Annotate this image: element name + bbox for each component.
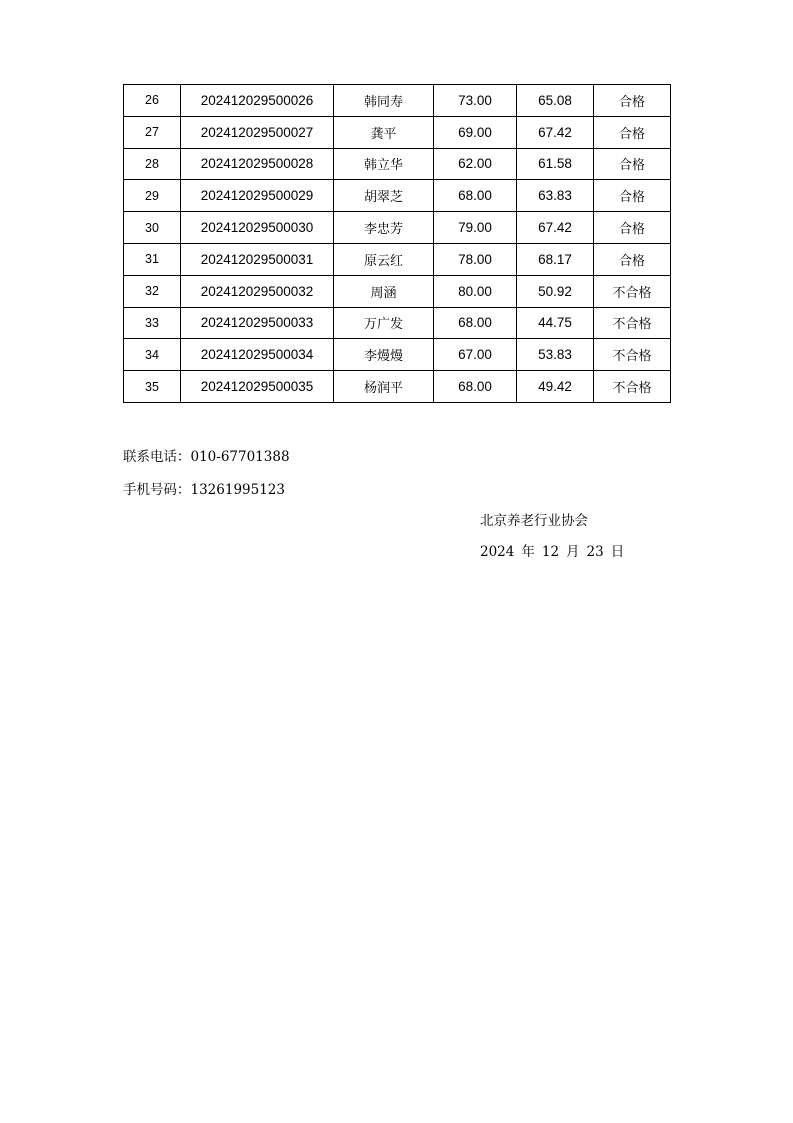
score-1-cell: 62.00	[434, 148, 517, 180]
date-year: 2024	[480, 544, 515, 560]
row-number-cell: 33	[124, 307, 181, 339]
candidate-id-cell: 202412029500035	[181, 371, 334, 403]
score-2-cell: 68.17	[517, 243, 594, 275]
issue-date	[480, 540, 631, 560]
candidate-id-cell: 202412029500027	[181, 116, 334, 148]
candidate-id-cell: 202412029500034	[181, 339, 334, 371]
contact-phone-line	[123, 445, 290, 465]
score-2-cell: 63.83	[517, 180, 594, 212]
candidate-id-cell: 202412029500033	[181, 307, 334, 339]
candidate-name-cell: 周涵	[334, 275, 434, 307]
contact-mobile-line	[123, 478, 285, 498]
date-year-unit: 年	[521, 544, 535, 560]
candidate-id-cell: 202412029500029	[181, 180, 334, 212]
row-number-cell: 26	[124, 85, 181, 117]
row-number-cell: 27	[124, 116, 181, 148]
score-2-cell: 67.42	[517, 116, 594, 148]
table-row	[124, 339, 671, 371]
table-row	[124, 85, 671, 117]
result-cell: 合格	[594, 212, 671, 244]
result-cell: 不合格	[594, 307, 671, 339]
candidate-name-cell: 胡翠芝	[334, 180, 434, 212]
candidate-name-cell: 韩立华	[334, 148, 434, 180]
result-cell: 不合格	[594, 275, 671, 307]
score-2-cell: 65.08	[517, 85, 594, 117]
row-number-cell: 29	[124, 180, 181, 212]
candidate-name-cell: 杨润平	[334, 371, 434, 403]
row-number-cell: 34	[124, 339, 181, 371]
row-number-cell: 28	[124, 148, 181, 180]
table-row	[124, 371, 671, 403]
organization-name: 北京养老行业协会	[480, 513, 588, 529]
table-row	[124, 307, 671, 339]
score-1-cell: 68.00	[434, 371, 517, 403]
score-2-cell: 61.58	[517, 148, 594, 180]
candidate-name-cell: 万广发	[334, 307, 434, 339]
results-table-body	[124, 85, 671, 403]
score-2-cell: 50.92	[517, 275, 594, 307]
row-number-cell: 32	[124, 275, 181, 307]
date-day: 23	[586, 544, 604, 560]
score-1-cell: 68.00	[434, 180, 517, 212]
candidate-name-cell: 韩同寿	[334, 85, 434, 117]
date-month: 12	[541, 544, 560, 560]
score-1-cell: 73.00	[434, 85, 517, 117]
score-1-cell: 68.00	[434, 307, 517, 339]
score-1-cell: 80.00	[434, 275, 517, 307]
result-cell: 合格	[594, 180, 671, 212]
candidate-id-cell: 202412029500032	[181, 275, 334, 307]
row-number-cell: 31	[124, 243, 181, 275]
score-1-cell: 79.00	[434, 212, 517, 244]
score-2-cell: 53.83	[517, 339, 594, 371]
result-cell: 合格	[594, 116, 671, 148]
result-cell: 合格	[594, 148, 671, 180]
score-2-cell: 44.75	[517, 307, 594, 339]
candidate-id-cell: 202412029500031	[181, 243, 334, 275]
table-row	[124, 180, 671, 212]
date-day-unit: 日	[610, 544, 625, 560]
table-row	[124, 275, 671, 307]
table-row	[124, 116, 671, 148]
table-row	[124, 243, 671, 275]
score-1-cell: 78.00	[434, 243, 517, 275]
mobile-label: 手机号码：	[123, 482, 191, 498]
phone-label: 联系电话：	[123, 449, 191, 465]
score-1-cell: 67.00	[434, 339, 517, 371]
candidate-name-cell: 李熳熳	[334, 339, 434, 371]
result-cell: 合格	[594, 243, 671, 275]
result-cell: 不合格	[594, 339, 671, 371]
score-1-cell: 69.00	[434, 116, 517, 148]
candidate-id-cell: 202412029500026	[181, 85, 334, 117]
phone-value: 010-67701388	[190, 449, 290, 465]
candidate-name-cell: 原云红	[334, 243, 434, 275]
row-number-cell: 30	[124, 212, 181, 244]
candidate-id-cell: 202412029500030	[181, 212, 334, 244]
candidate-name-cell: 龚平	[334, 116, 434, 148]
table-row	[124, 148, 671, 180]
mobile-value: 13261995123	[190, 482, 285, 498]
row-number-cell: 35	[124, 371, 181, 403]
score-2-cell: 67.42	[517, 212, 594, 244]
date-month-unit: 月	[566, 544, 580, 560]
candidate-id-cell: 202412029500028	[181, 148, 334, 180]
result-cell: 合格	[594, 85, 671, 117]
candidate-name-cell: 李忠芳	[334, 212, 434, 244]
results-table	[123, 84, 671, 403]
table-row	[124, 212, 671, 244]
result-cell: 不合格	[594, 371, 671, 403]
score-2-cell: 49.42	[517, 371, 594, 403]
